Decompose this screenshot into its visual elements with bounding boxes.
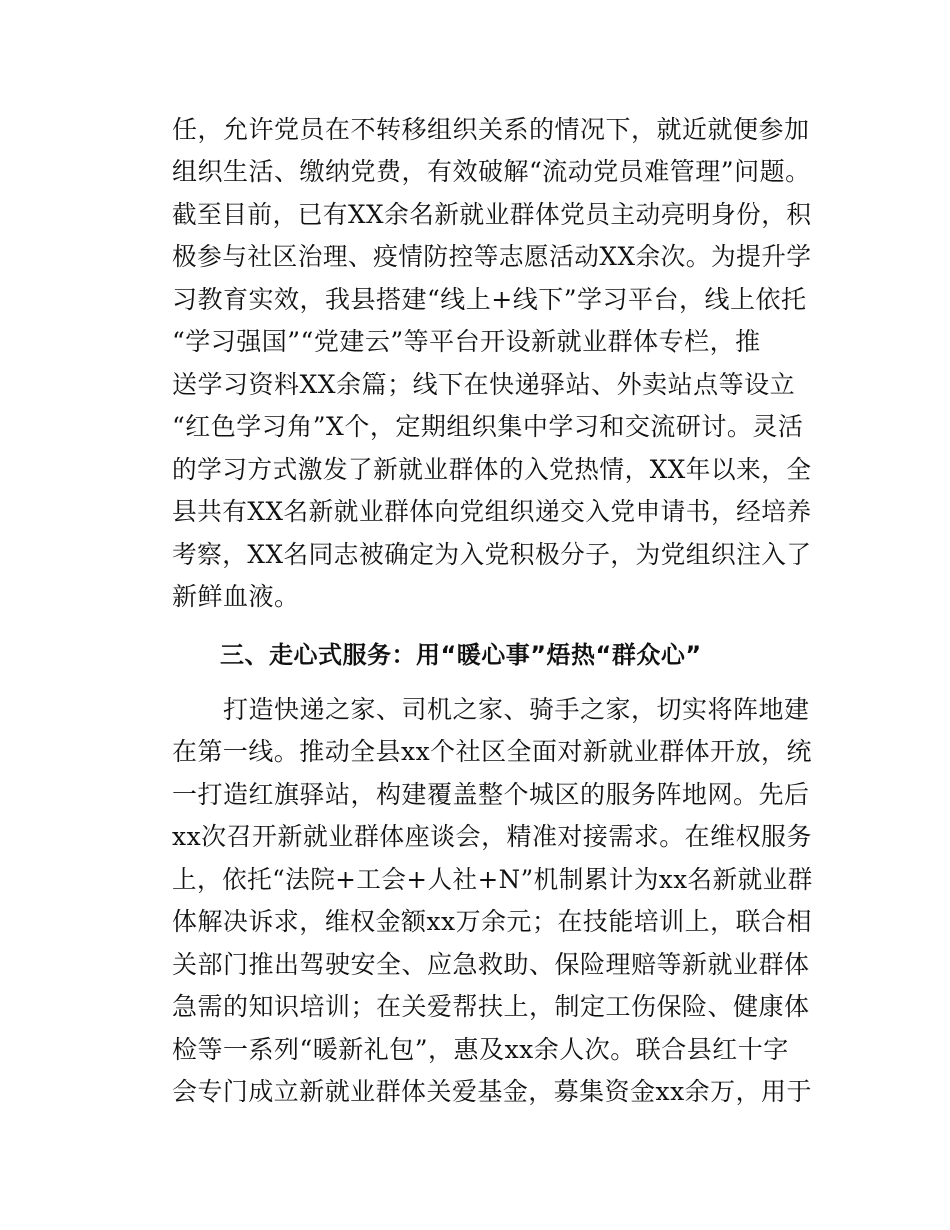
text-line: “红色学习角”X个，定期组织集中学习和交流研讨。灵活 <box>172 412 804 441</box>
text-line: 打造快递之家、司机之家、骑手之家，切实将阵地建 <box>172 695 810 724</box>
text-line: 极参与社区治理、疫情防控等志愿活动XX余次。为提升学 <box>172 242 812 271</box>
text-line: 在第一线。推动全县xx个社区全面对新就业群体开放，统 <box>172 737 812 766</box>
text-line: 一打造红旗驿站，构建覆盖整个城区的服务阵地网。先后 <box>172 780 810 809</box>
text-line: 检等一系列“暖新礼包”，惠及xx余人次。联合县红十字 <box>172 1035 789 1064</box>
text-line: xx次召开新就业群体座谈会，精准对接需求。在维权服务 <box>172 822 812 851</box>
text-line: 新鲜血液。 <box>172 582 300 611</box>
text-line: 送学习资料XX余篇；线下在快递驿站、外卖站点等设立 <box>172 370 796 399</box>
text-line: 习教育实效，我县搭建“线上+线下”学习平台，线上依托 <box>172 285 807 314</box>
text-line: 关部门推出驾驶安全、应急救助、保险理赔等新就业群体 <box>172 950 810 979</box>
text-line: “学习强国”“党建云”等平台开设新就业群体专栏，推 <box>172 327 761 356</box>
text-line: 急需的知识培训；在关爱帮扶上，制定工伤保险、健康体 <box>172 992 810 1021</box>
text-line: 县共有XX名新就业群体向党组织递交入党申请书，经培养 <box>172 497 812 526</box>
text-line: 会专门成立新就业群体关爱基金，募集资金xx余万，用于 <box>172 1077 812 1106</box>
text-line: 组织生活、缴纳党费，有效破解“流动党员难管理”问题。 <box>172 157 811 186</box>
text-line: 任，允许党员在不转移组织关系的情况下，就近就便参加 <box>172 115 810 144</box>
text-line: 考察，XX名同志被确定为入党积极分子，为党组织注入了 <box>172 540 812 569</box>
text-line: 截至目前，已有XX余名新就业群体党员主动亮明身份，积 <box>172 200 812 229</box>
text-line: 体解决诉求，维权金额xx万余元；在技能培训上，联合相 <box>172 907 812 936</box>
text-line: 的学习方式激发了新就业群体的入党热情，XX年以来，全 <box>172 455 812 484</box>
text-line: 上，依托“法院+工会+人社+N”机制累计为xx名新就业群 <box>172 865 813 894</box>
section-heading: 三、走心式服务：用“暖心事”焐热“群众心” <box>220 641 702 669</box>
